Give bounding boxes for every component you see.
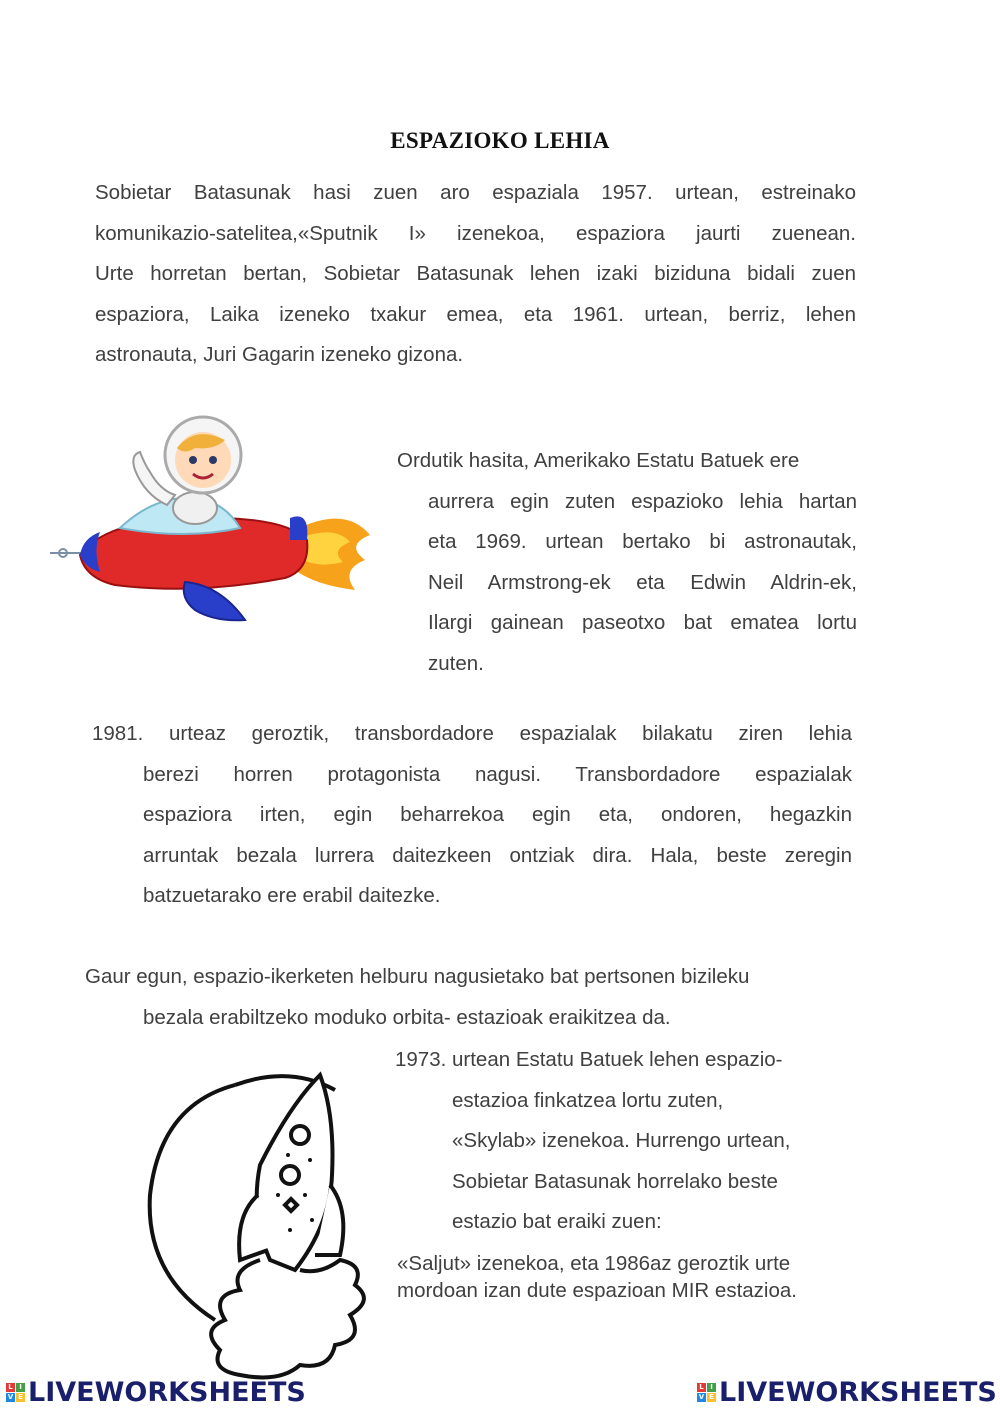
text-line: estazioa finkatzea lortu zuten, <box>452 1088 724 1112</box>
text-line: astronauta, Juri Gagarin izeneko gizona. <box>95 343 464 366</box>
paragraph-stations <box>85 957 855 1038</box>
brand-text: LIVEWORKSHEETS <box>719 1377 997 1408</box>
rocket-moon-illustration <box>140 1045 390 1385</box>
page-title: ESPAZIOKO LEHIA <box>390 128 610 153</box>
text-line: mordoan izan dute espazioan MIR estazioa. <box>397 1279 797 1302</box>
liveworksheets-icon: L I V E <box>6 1383 25 1402</box>
liveworksheets-logo-left[interactable] <box>6 1377 306 1408</box>
text-line: arruntak bezala lurrera daitezkeen ontziak dira. Hala, beste zeregin <box>143 843 852 867</box>
paragraph-intro <box>95 173 856 376</box>
text-line: zuten. <box>428 651 484 675</box>
text-line: batzuetarako ere erabil daitezke. <box>143 884 441 907</box>
text-line: Sobietar Batasunak horrelako beste <box>452 1169 778 1193</box>
text-line: espaziora irten, egin beharrekoa egin eta, ondoren, hegazkin <box>143 803 852 826</box>
text-line: estazio bat eraiki zuen: <box>452 1210 662 1233</box>
text-line: 1981. urteaz geroztik, transbordadore espazialak bilakatu ziren lehia <box>92 722 852 745</box>
astronaut-rocket-illustration <box>45 410 375 640</box>
liveworksheets-icon: L I V E <box>697 1383 716 1402</box>
liveworksheets-logo-right[interactable] <box>697 1377 997 1408</box>
paragraph-saljut <box>397 1250 857 1304</box>
text-line: espaziora, Laika izeneko txakur emea, eta 1961. urtean, berriz, lehen <box>95 302 856 326</box>
text-line: Sobietar Batasunak hasi zuen aro espaziala 1957. urtean, estreinako <box>95 181 856 204</box>
text-line: Ordutik hasita, Amerikako Estatu Batuek ere <box>397 449 800 472</box>
text-line: Neil Armstrong-ek eta Edwin Aldrin-ek, <box>428 570 857 594</box>
paragraph-usa <box>397 441 857 684</box>
text-line: «Saljut» izenekoa, eta 1986az geroztik urte <box>397 1252 791 1275</box>
text-line: eta 1969. urtean bertako bi astronautak, <box>428 530 857 553</box>
text-line: berezi horren protagonista nagusi. Transbordadore espazialak <box>143 762 852 786</box>
text-line: aurrera egin zuten espazioko lehia hartan <box>428 489 857 513</box>
text-line: Urte horretan bertan, Sobietar Batasunak lehen izaki biziduna bidali zuen <box>95 262 856 285</box>
paragraph-skylab <box>395 1040 845 1243</box>
text-line: Gaur egun, espazio-ikerketen helburu nagusietako bat pertsonen bizileku <box>85 965 750 988</box>
text-line: bezala erabiltzeko moduko orbita- estazioak eraikitzea da. <box>143 1005 671 1029</box>
text-line: 1973. urtean Estatu Batuek lehen espazio- <box>395 1048 783 1071</box>
text-line: Ilargi gainean paseotxo bat ematea lortu <box>428 611 857 634</box>
text-line: «Skylab» izenekoa. Hurrengo urtean, <box>452 1129 791 1152</box>
brand-text: LIVEWORKSHEETS <box>28 1377 306 1408</box>
paragraph-shuttles <box>92 714 852 917</box>
text-line: komunikazio-satelitea,«Sputnik I» izenekoa, espaziora jaurti zuenean. <box>95 221 856 245</box>
